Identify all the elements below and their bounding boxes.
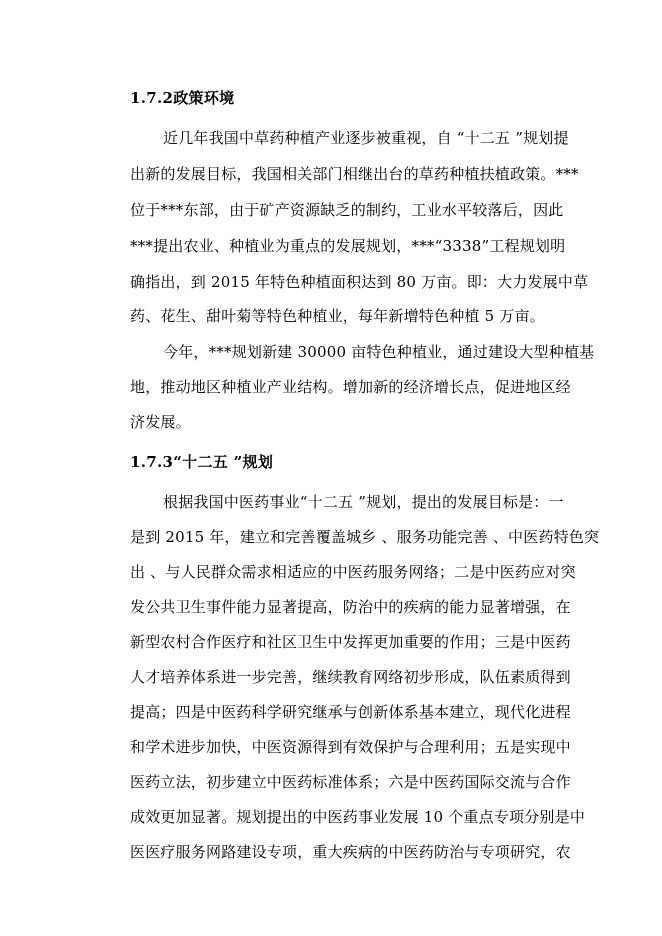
section-heading-policy: 1.7.2政策环境 <box>130 89 235 107</box>
paragraph-line: 今年，***规划新建 30000 亩特色种植业，通过建设大型种植基 <box>163 343 595 361</box>
paragraph-line: 成效更加显著。规划提出的中医药事业发展 10 个重点专项分别是中 <box>130 808 586 826</box>
paragraph-line: 医药立法，初步建立中医药标准体系；六是中医药国际交流与合作 <box>130 773 571 791</box>
paragraph-line: 是到 2015 年，建立和完善覆盖城乡 、服务功能完善 、中医药特色突 <box>130 528 600 546</box>
section-heading-plan: 1.7.3“十二五 ”规划 <box>130 453 274 471</box>
paragraph-line: 确指出，到 2015 年特色种植面积达到 80 万亩。即：大力发展中草 <box>130 273 589 291</box>
paragraph-line: 地，推动地区种植业产业结构。增加新的经济增长点，促进地区经 <box>130 378 571 396</box>
paragraph-line: 药、花生、甜叶菊等特色种植业，每年新增特色种植 5 万亩。 <box>130 307 545 325</box>
paragraph-line: 和学术进步加快，中医资源得到有效保护与合理利用；五是实现中 <box>130 738 571 756</box>
paragraph-line: 医医疗服务网路建设专项，重大疾病的中医药防治与专项研究，农 <box>130 843 571 861</box>
paragraph-line: 提高；四是中医药科学研究继承与创新体系基本建立，现代化进程 <box>130 703 571 721</box>
paragraph-line: ***提出农业、种植业为重点的发展规划，***“3338”工程规划明 <box>130 237 566 255</box>
paragraph-line: 位于***东部，由于矿产资源缺乏的制约，工业水平较落后，因此 <box>130 201 564 219</box>
paragraph-line: 发公共卫生事件能力显著提高，防治中的疾病的能力显著增强，在 <box>130 598 571 616</box>
paragraph-line: 根据我国中医药事业“十二五 ”规划，提出的发展目标是：一 <box>163 493 564 511</box>
paragraph-line: 人才培养体系进一步完善，继续教育网络初步形成，队伍素质得到 <box>130 668 571 686</box>
paragraph-line: 济发展。 <box>130 413 191 431</box>
paragraph-line: 近几年我国中草药种植产业逐步被重视，自 “十二五 ”规划提 <box>163 129 569 147</box>
paragraph-line: 新型农村合作医疗和社区卫生中发挥更加重要的作用；三是中医药 <box>130 633 571 651</box>
paragraph-line: 出新的发展目标，我国相关部门相继出台的草药种植扶植政策。*** <box>130 165 579 183</box>
paragraph-line: 出 、与人民群众需求相适应的中医药服务网络；二是中医药应对突 <box>130 563 576 581</box>
